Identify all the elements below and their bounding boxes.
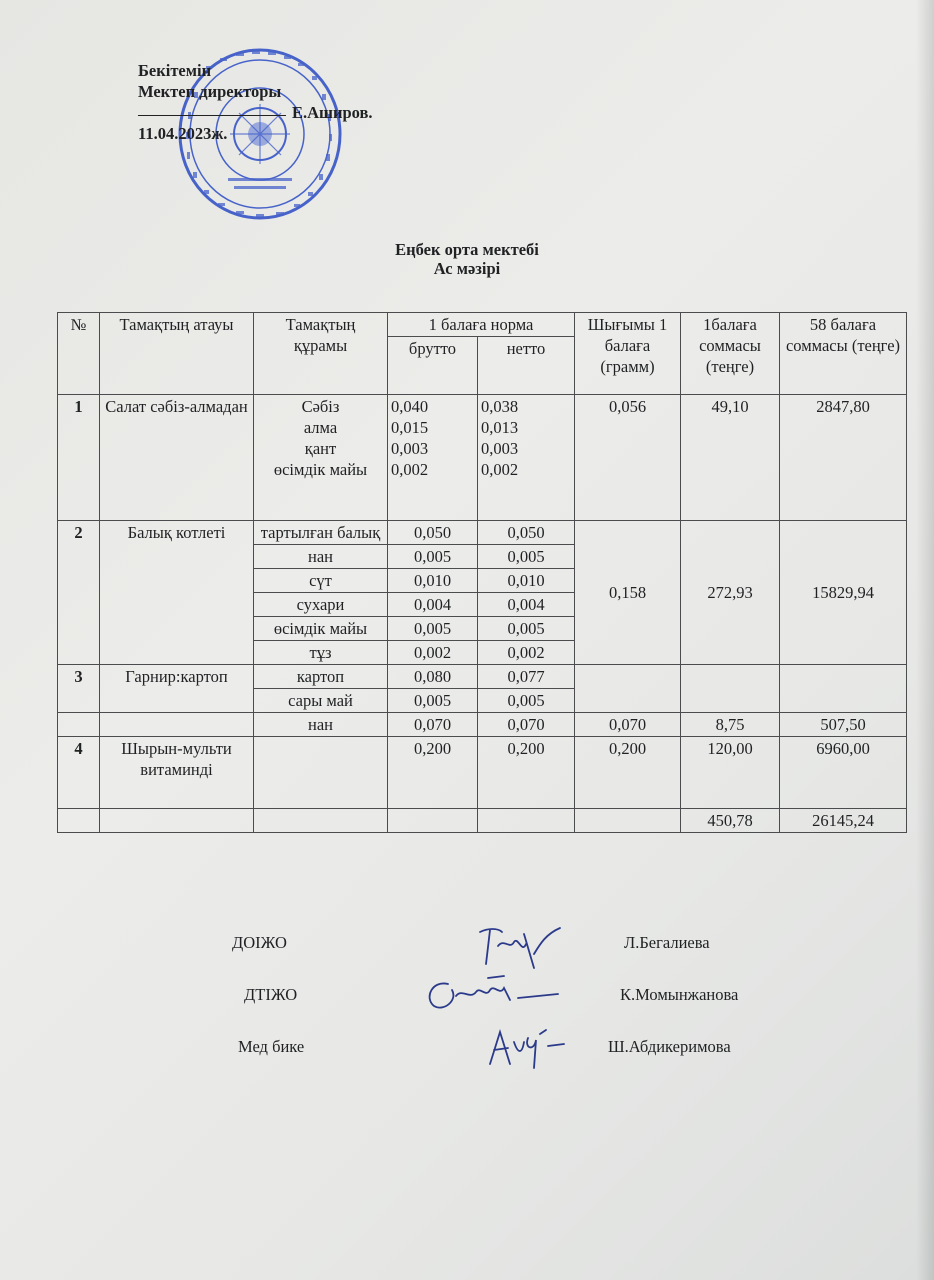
ingredient: картоп bbox=[254, 665, 388, 689]
empty-cell bbox=[58, 809, 100, 833]
netto-value: 0,005 bbox=[478, 545, 575, 569]
ingredient: тартылған балық bbox=[254, 521, 388, 545]
netto-value: 0,070 bbox=[478, 713, 575, 737]
netto-value: 0,013 bbox=[481, 418, 519, 437]
netto-value: 0,004 bbox=[478, 593, 575, 617]
dish-name: Балық котлеті bbox=[100, 521, 254, 665]
row-num: 3 bbox=[58, 665, 100, 713]
sum58-value: 15829,94 bbox=[780, 521, 907, 665]
signature-row bbox=[0, 1034, 934, 1074]
yield-empty bbox=[575, 665, 681, 713]
brutto-value: 0,005 bbox=[388, 545, 478, 569]
total-sum1: 450,78 bbox=[681, 809, 780, 833]
header-netto: нетто bbox=[478, 337, 575, 395]
ingredient: сүт bbox=[254, 569, 388, 593]
signature-role: Мед бике bbox=[238, 1037, 305, 1056]
approval-position: Мектеп директоры bbox=[138, 82, 282, 101]
brutto-values bbox=[388, 395, 478, 521]
header-norm: 1 балаға норма bbox=[388, 313, 575, 337]
netto-value: 0,200 bbox=[478, 737, 575, 809]
empty-cell bbox=[388, 809, 478, 833]
table-row bbox=[58, 521, 907, 545]
table-row bbox=[58, 737, 907, 809]
brutto-value: 0,002 bbox=[388, 641, 478, 665]
yield-value: 0,056 bbox=[575, 395, 681, 521]
ingredient: сухари bbox=[254, 593, 388, 617]
header-composition: Тамақтың құрамы bbox=[254, 313, 388, 395]
ingredient: қант bbox=[304, 439, 337, 458]
netto-value: 0,002 bbox=[481, 460, 519, 479]
empty-cell bbox=[254, 737, 388, 809]
header-num: № bbox=[58, 313, 100, 395]
row-num: 1 bbox=[58, 395, 100, 521]
ingredient: өсімдік майы bbox=[254, 617, 388, 641]
sum58-empty bbox=[780, 665, 907, 713]
ingredient: сары май bbox=[254, 689, 388, 713]
menu-table bbox=[57, 312, 907, 833]
table-row bbox=[58, 665, 907, 689]
header-row bbox=[58, 313, 907, 337]
handwritten-signature-icon bbox=[418, 970, 568, 1018]
empty-cell bbox=[575, 809, 681, 833]
netto-value: 0,010 bbox=[478, 569, 575, 593]
empty-cell bbox=[58, 713, 100, 737]
dish-name: Гарнир:картоп bbox=[100, 665, 254, 713]
header-yield: Шығымы 1 балаға (грамм) bbox=[575, 313, 681, 395]
signature-role: ДОІЖО bbox=[232, 933, 287, 952]
brutto-value: 0,050 bbox=[388, 521, 478, 545]
sum1-value: 120,00 bbox=[681, 737, 780, 809]
ingredient: нан bbox=[254, 545, 388, 569]
empty-cell bbox=[478, 809, 575, 833]
sum1-value: 272,93 bbox=[681, 521, 780, 665]
empty-cell bbox=[254, 809, 388, 833]
brutto-value: 0,040 bbox=[391, 397, 429, 416]
brutto-value: 0,005 bbox=[388, 617, 478, 641]
header-sum58: 58 балаға соммасы (теңге) bbox=[780, 313, 907, 395]
sum58-value: 2847,80 bbox=[780, 395, 907, 521]
netto-value: 0,005 bbox=[478, 689, 575, 713]
netto-value: 0,005 bbox=[478, 617, 575, 641]
sum1-value: 49,10 bbox=[681, 395, 780, 521]
school-name: Еңбек орта мектебі bbox=[395, 240, 539, 259]
dish-ingredients bbox=[254, 395, 388, 521]
total-sum58: 26145,24 bbox=[780, 809, 907, 833]
ingredient: Сәбіз bbox=[301, 397, 340, 416]
brutto-value: 0,010 bbox=[388, 569, 478, 593]
signatory-name: Л.Бегалиева bbox=[624, 933, 710, 952]
signature-row bbox=[0, 982, 934, 1022]
brutto-value: 0,004 bbox=[388, 593, 478, 617]
signature-role: ДТІЖО bbox=[244, 985, 298, 1004]
total-row bbox=[58, 809, 907, 833]
signatory-name: Ш.Абдикеримова bbox=[608, 1037, 731, 1056]
sum58-value: 6960,00 bbox=[780, 737, 907, 809]
menu-title: Ас мәзірі bbox=[433, 259, 501, 278]
empty-cell bbox=[100, 809, 254, 833]
brutto-value: 0,080 bbox=[388, 665, 478, 689]
handwritten-signature-icon bbox=[468, 924, 568, 972]
empty-cell bbox=[100, 713, 254, 737]
brutto-value: 0,005 bbox=[388, 689, 478, 713]
brutto-value: 0,003 bbox=[391, 439, 429, 458]
sum1-empty bbox=[681, 665, 780, 713]
approval-signature-line bbox=[138, 102, 373, 123]
header-sum1: 1балаға соммасы (теңге) bbox=[681, 313, 780, 395]
table-row bbox=[58, 713, 907, 737]
approval-date: 11.04.2023ж. bbox=[138, 124, 228, 143]
page-edge-shadow bbox=[916, 0, 934, 1280]
ingredient: алма bbox=[303, 418, 338, 437]
yield-value: 0,200 bbox=[575, 737, 681, 809]
netto-value: 0,050 bbox=[478, 521, 575, 545]
dish-name: Шырын-мульти витаминді bbox=[100, 737, 254, 809]
signature-rule bbox=[138, 115, 286, 116]
netto-values bbox=[478, 395, 575, 521]
yield-value: 0,158 bbox=[575, 521, 681, 665]
row-num: 2 bbox=[58, 521, 100, 665]
document-title bbox=[0, 240, 934, 278]
netto-value: 0,003 bbox=[481, 439, 519, 458]
brutto-value: 0,200 bbox=[388, 737, 478, 809]
brutto-value: 0,002 bbox=[391, 460, 429, 479]
handwritten-signature-icon bbox=[484, 1024, 574, 1072]
approval-director-name: Е.Аширов. bbox=[292, 103, 373, 122]
brutto-value: 0,070 bbox=[388, 713, 478, 737]
brutto-value: 0,015 bbox=[391, 418, 429, 437]
netto-value: 0,002 bbox=[478, 641, 575, 665]
dish-name: Салат сәбіз-алмадан bbox=[100, 395, 254, 521]
sum1-value: 8,75 bbox=[681, 713, 780, 737]
netto-value: 0,077 bbox=[478, 665, 575, 689]
table-row bbox=[58, 395, 907, 521]
row-num: 4 bbox=[58, 737, 100, 809]
header-brutto: брутто bbox=[388, 337, 478, 395]
approval-heading: Бекітемін bbox=[138, 61, 212, 80]
yield-value: 0,070 bbox=[575, 713, 681, 737]
approval-block bbox=[138, 60, 373, 144]
signature-row bbox=[0, 930, 934, 970]
signatory-name: К.Момынжанова bbox=[620, 985, 739, 1004]
sum58-value: 507,50 bbox=[780, 713, 907, 737]
ingredient: тұз bbox=[254, 641, 388, 665]
ingredient: өсімдік майы bbox=[273, 460, 368, 479]
netto-value: 0,038 bbox=[481, 397, 519, 416]
header-name: Тамақтың атауы bbox=[100, 313, 254, 395]
ingredient: нан bbox=[254, 713, 388, 737]
